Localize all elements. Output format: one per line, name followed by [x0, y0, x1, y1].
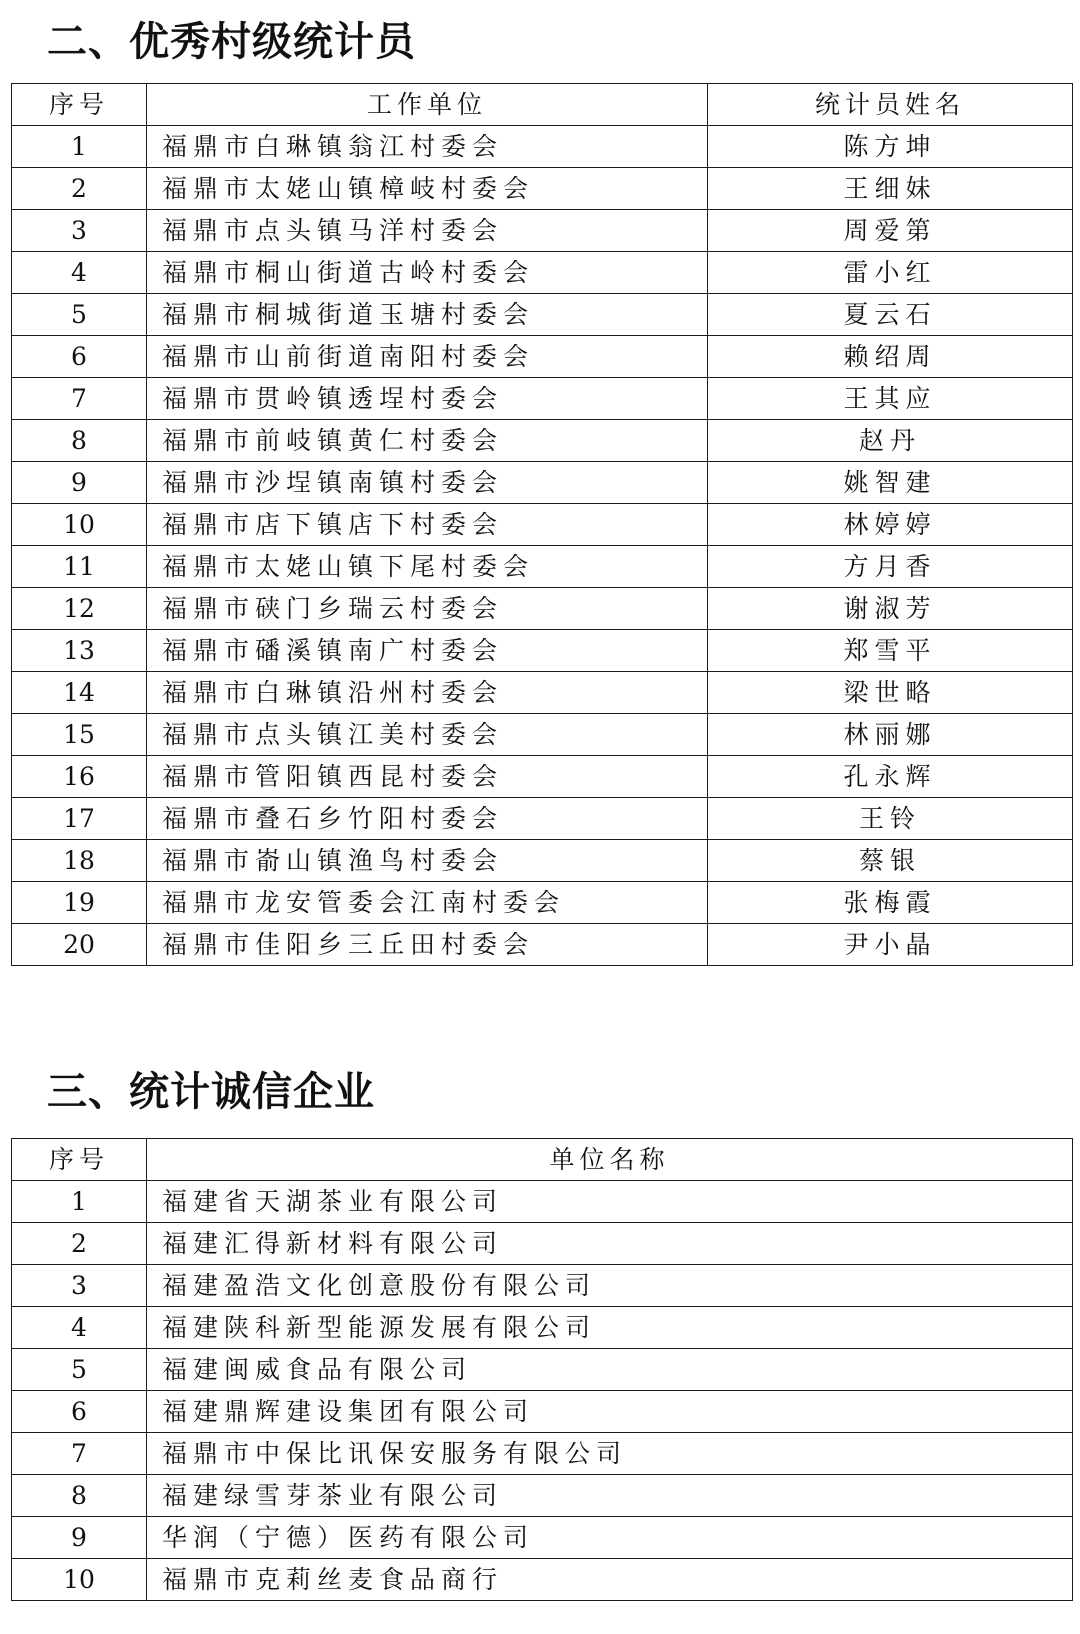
row-number: 1: [12, 1181, 147, 1223]
row-number: 2: [12, 168, 147, 210]
work-unit: 福鼎市山前街道南阳村委会: [147, 336, 708, 378]
table-row: [12, 336, 1073, 378]
row-number: 20: [12, 924, 147, 966]
table-row: [12, 546, 1073, 588]
row-number: 3: [12, 210, 147, 252]
row-number: 3: [12, 1265, 147, 1307]
table-row: [12, 882, 1073, 924]
work-unit: 福鼎市桐山街道古岭村委会: [147, 252, 708, 294]
column-header-no: 序号: [12, 84, 147, 126]
statistician-name: 雷小红: [708, 252, 1073, 294]
table-row: [12, 588, 1073, 630]
work-unit: 福鼎市桐城街道玉塘村委会: [147, 294, 708, 336]
table-row: [12, 294, 1073, 336]
row-number: 19: [12, 882, 147, 924]
row-number: 10: [12, 504, 147, 546]
enterprise-name: 福建鼎辉建设集团有限公司: [147, 1391, 1073, 1433]
statistician-name: 蔡银: [708, 840, 1073, 882]
statistician-name: 周爱第: [708, 210, 1073, 252]
work-unit: 福鼎市龙安管委会江南村委会: [147, 882, 708, 924]
statistician-name: 王其应: [708, 378, 1073, 420]
work-unit: 福鼎市太姥山镇樟岐村委会: [147, 168, 708, 210]
work-unit: 福鼎市贯岭镇透埕村委会: [147, 378, 708, 420]
village-statisticians-table: [11, 83, 1073, 966]
table-row: [12, 840, 1073, 882]
row-number: 15: [12, 714, 147, 756]
row-number: 7: [12, 378, 147, 420]
work-unit: 福鼎市太姥山镇下尾村委会: [147, 546, 708, 588]
table-row: [12, 504, 1073, 546]
table-row: [12, 1349, 1073, 1391]
row-number: 9: [12, 1517, 147, 1559]
work-unit: 福鼎市磻溪镇南广村委会: [147, 630, 708, 672]
statistician-name: 王铃: [708, 798, 1073, 840]
row-number: 7: [12, 1433, 147, 1475]
statistician-name: 尹小晶: [708, 924, 1073, 966]
table-row: [12, 1517, 1073, 1559]
work-unit: 福鼎市硖门乡瑞云村委会: [147, 588, 708, 630]
table-row: [12, 672, 1073, 714]
row-number: 11: [12, 546, 147, 588]
table-row: [12, 1307, 1073, 1349]
statistician-name: 方月香: [708, 546, 1073, 588]
row-number: 8: [12, 420, 147, 462]
column-header-no: 序号: [12, 1139, 147, 1181]
honest-enterprises-body: [12, 1181, 1073, 1601]
statistician-name: 郑雪平: [708, 630, 1073, 672]
enterprise-name: 福建陕科新型能源发展有限公司: [147, 1307, 1073, 1349]
statistician-name: 张梅霞: [708, 882, 1073, 924]
work-unit: 福鼎市叠石乡竹阳村委会: [147, 798, 708, 840]
table-row: [12, 1223, 1073, 1265]
row-number: 18: [12, 840, 147, 882]
statistician-name: 赖绍周: [708, 336, 1073, 378]
table-row: [12, 714, 1073, 756]
enterprise-name: 福建汇得新材料有限公司: [147, 1223, 1073, 1265]
enterprise-name: 福建闽威食品有限公司: [147, 1349, 1073, 1391]
row-number: 4: [12, 252, 147, 294]
table-row: [12, 1475, 1073, 1517]
row-number: 16: [12, 756, 147, 798]
table-row: [12, 1559, 1073, 1601]
enterprise-name: 福建绿雪芽茶业有限公司: [147, 1475, 1073, 1517]
row-number: 10: [12, 1559, 147, 1601]
table-row: [12, 630, 1073, 672]
work-unit: 福鼎市嵛山镇渔鸟村委会: [147, 840, 708, 882]
statistician-name: 林丽娜: [708, 714, 1073, 756]
work-unit: 福鼎市白琳镇翁江村委会: [147, 126, 708, 168]
section-title-honest-enterprises: 三、统计诚信企业: [47, 1069, 375, 1115]
statistician-name: 梁世略: [708, 672, 1073, 714]
statistician-name: 姚智建: [708, 462, 1073, 504]
statistician-name: 赵丹: [708, 420, 1073, 462]
column-header-unit-name: 单位名称: [147, 1139, 1073, 1181]
work-unit: 福鼎市点头镇江美村委会: [147, 714, 708, 756]
table-row: [12, 1181, 1073, 1223]
work-unit: 福鼎市店下镇店下村委会: [147, 504, 708, 546]
table-row: [12, 126, 1073, 168]
work-unit: 福鼎市点头镇马洋村委会: [147, 210, 708, 252]
row-number: 6: [12, 1391, 147, 1433]
table-header-row: [12, 84, 1073, 126]
row-number: 5: [12, 294, 147, 336]
statistician-name: 谢淑芳: [708, 588, 1073, 630]
table-row: [12, 168, 1073, 210]
work-unit: 福鼎市沙埕镇南镇村委会: [147, 462, 708, 504]
row-number: 12: [12, 588, 147, 630]
table-row: [12, 420, 1073, 462]
statistician-name: 陈方坤: [708, 126, 1073, 168]
work-unit: 福鼎市佳阳乡三丘田村委会: [147, 924, 708, 966]
row-number: 17: [12, 798, 147, 840]
row-number: 1: [12, 126, 147, 168]
row-number: 8: [12, 1475, 147, 1517]
row-number: 9: [12, 462, 147, 504]
table-row: [12, 798, 1073, 840]
statistician-name: 夏云石: [708, 294, 1073, 336]
column-header-unit: 工作单位: [147, 84, 708, 126]
table-row: [12, 210, 1073, 252]
row-number: 6: [12, 336, 147, 378]
enterprise-name: 福鼎市克莉丝麦食品商行: [147, 1559, 1073, 1601]
table-row: [12, 1391, 1073, 1433]
enterprise-name: 福建省天湖茶业有限公司: [147, 1181, 1073, 1223]
table-row: [12, 378, 1073, 420]
village-statisticians-body: [12, 126, 1073, 966]
work-unit: 福鼎市前岐镇黄仁村委会: [147, 420, 708, 462]
enterprise-name: 华润（宁德）医药有限公司: [147, 1517, 1073, 1559]
table-row: [12, 252, 1073, 294]
statistician-name: 孔永辉: [708, 756, 1073, 798]
table-row: [12, 1433, 1073, 1475]
honest-enterprises-table: [11, 1138, 1073, 1601]
work-unit: 福鼎市白琳镇沿州村委会: [147, 672, 708, 714]
column-header-name: 统计员姓名: [708, 84, 1073, 126]
table-row: [12, 1265, 1073, 1307]
enterprise-name: 福鼎市中保比讯保安服务有限公司: [147, 1433, 1073, 1475]
statistician-name: 王细妹: [708, 168, 1073, 210]
table-row: [12, 462, 1073, 504]
table-row: [12, 756, 1073, 798]
work-unit: 福鼎市管阳镇西昆村委会: [147, 756, 708, 798]
row-number: 14: [12, 672, 147, 714]
row-number: 2: [12, 1223, 147, 1265]
statistician-name: 林婷婷: [708, 504, 1073, 546]
row-number: 5: [12, 1349, 147, 1391]
table-header-row: [12, 1139, 1073, 1181]
section-title-village-statisticians: 二、优秀村级统计员: [47, 19, 416, 65]
table-row: [12, 924, 1073, 966]
enterprise-name: 福建盈浩文化创意股份有限公司: [147, 1265, 1073, 1307]
row-number: 13: [12, 630, 147, 672]
row-number: 4: [12, 1307, 147, 1349]
